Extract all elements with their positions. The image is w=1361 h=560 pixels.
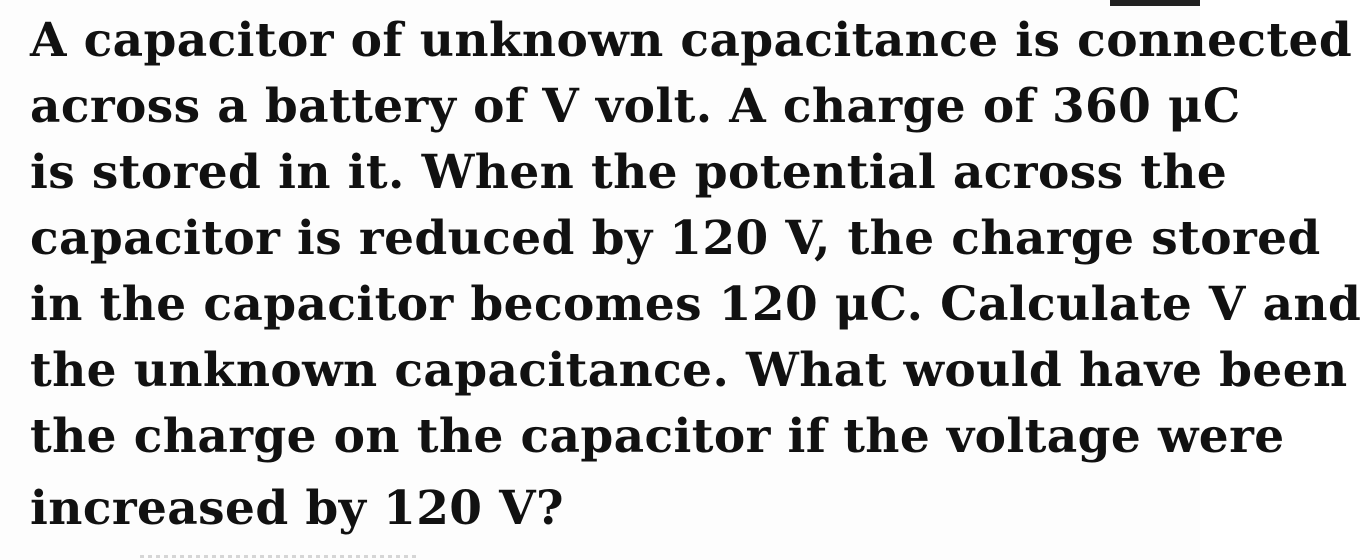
problem-line-4: capacitor is reduced by 120 V, the charge stored [30, 211, 1321, 266]
problem-line-6: the unknown capacitance. What would have been [30, 343, 1348, 398]
problem-line-7: the charge on the capacitor if the voltage were [30, 409, 1285, 464]
problem-line-1: A capacitor of unknown capacitance is connected [30, 13, 1353, 68]
problem-text [30, 8, 1361, 542]
problem-line-5: in the capacitor becomes 120 μC. Calculate V and [30, 277, 1361, 332]
scan-edge-mark [1110, 0, 1200, 6]
problem-line-3: is stored in it. When the potential across the [30, 145, 1228, 200]
scan-noise [140, 555, 420, 558]
problem-line-8: increased by 120 V? [30, 481, 564, 536]
problem-line-2: across a battery of V volt. A charge of 360 μC [30, 79, 1241, 134]
